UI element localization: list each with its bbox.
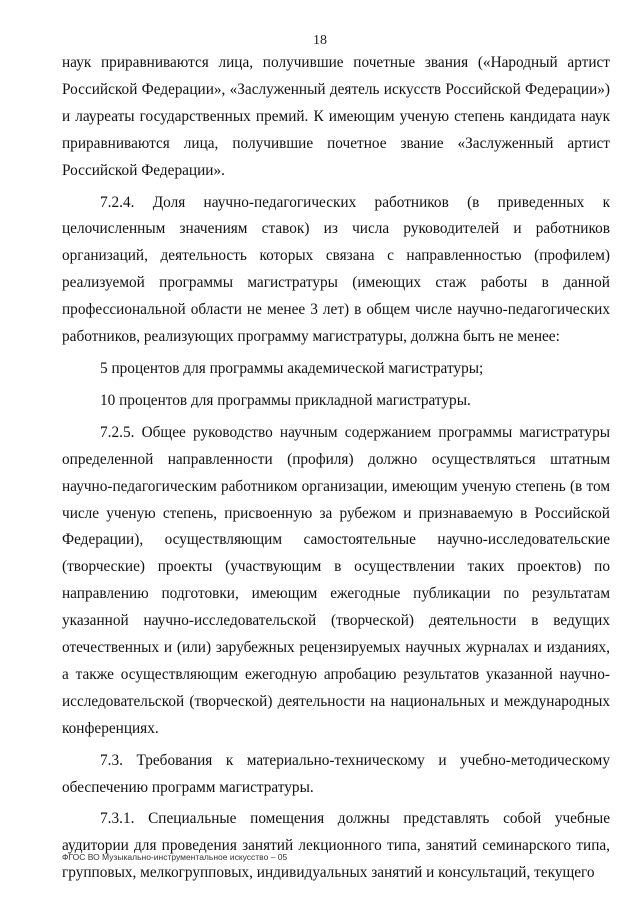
document-body <box>62 50 610 887</box>
paragraph-continuation: наук приравниваются лица, получившие почетные звания («Народный артист Российской Федерации», «Заслуженный деятель искусств Российской Федерации») и лауреаты государственных премий. К имеющим ученую степень кандидата наук приравниваются лица, получившие почетное звание «Заслуженный артист Российской Федерации». <box>62 54 610 179</box>
page-footer: ФГОС ВО Музыкально-инструментальное искусство – 05 <box>62 852 288 862</box>
paragraph-7-2-4: 7.2.4. Доля научно-педагогических работников (в приведенных к целочисленным значениям ставок) из числа руководителей и работников организаций, деятельность которых связана с направленностью (профилем) реализуемой программы магистратуры (имеющих стаж работы в данной профессиональной области не менее 3 лет) в общем числе научно-педагогических работников, реализующих программу магистратуры, должна быть не менее: <box>62 193 610 346</box>
list-item-academic: 5 процентов для программы академической магистратуры; <box>100 359 484 377</box>
page-number: 18 <box>313 33 327 48</box>
paragraph-7-3: 7.3. Требования к материально-техническому и учебно-методическому обеспечению программ магистратуры. <box>62 751 610 796</box>
list-item-applied: 10 процентов для программы прикладной магистратуры. <box>100 391 471 409</box>
paragraph-7-3-1: 7.3.1. Специальные помещения должны представлять собой учебные аудитории для проведения занятий лекционного типа, занятий семинарского типа, групповых, мелкогрупповых, индивидуальных занятий и консультаций, текущего <box>62 810 610 882</box>
paragraph-7-2-5: 7.2.5. Общее руководство научным содержанием программы магистратуры определенной направленности (профиля) должно осуществляться штатным научно-педагогическим работником организации, имеющим ученую степень (в том числе ученую степень, присвоенную за рубежом и признаваемую в Российской Федерации), осуществляющим самостоятельные научно-исследовательские (творческие) проекты (участвующим в осуществлении таких проектов) по направлению подготовки, имеющим ежегодные публикации по результатам указанной научно-исследовательской (творческой) деятельности в ведущих отечественных и (или) зарубежных рецензируемых научных журналах и изданиях, а также осуществляющим ежегодную апробацию результатов указанной научно-исследовательской (творческой) деятельности на национальных и международных конференциях. <box>62 423 610 737</box>
